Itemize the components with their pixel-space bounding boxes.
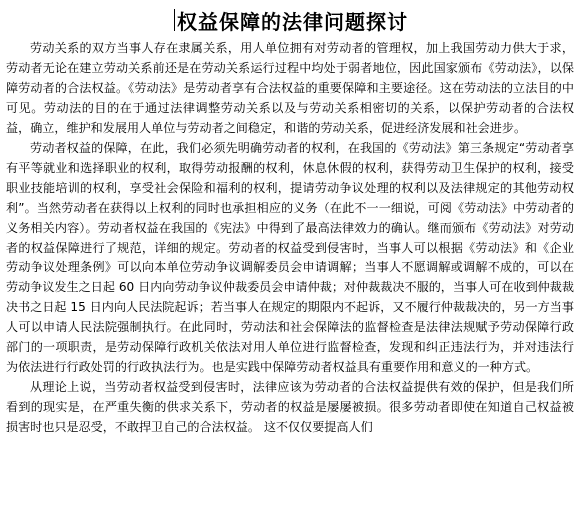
paragraph-rights: 劳动者权益的保障，在此，我们必须先明确劳动者的权利，在我国的《劳动法》第三条规定“劳动者享有平等就业和选择职业的权利，取得劳动报酬的权利，休息休假的权利，获得劳动卫生保护的权利，接受职业技能培训的权利，享受社会保险和福利的权利，提请劳动争议处理的权利以及法律规定的其他劳动权利”。当然劳动者在获得以上权利的同时也承担相应的义务（在此不一一细说，可阅《劳动法》中劳动者的义务相关内容）。劳动者权益在我国的《宪法》中得到了最高法律效力的确认。继而颁布《劳动法》对劳动者的权益保障进行了规范，详细的规定。劳动者的权益受到侵害时，当事人可以根据《劳动法》和《企业劳动争议处理条例》可以向本单位劳动争议调解委员会申请调解；当事人不愿调解或调解不成的，可以在劳动争议发生之日起 60 日内向劳动争议仲裁委员会申请仲裁；对仲裁裁决不服的，当事人可在收到仲裁裁决书之日起 15 日内向人民法院起诉；若当事人在规定的期限内不起诉，又不履行仲裁裁决的，另一方当事人可以申请人民法院强制执行。在此同时，劳动法和社会保障法的监督检查是法律法规赋予劳动保障行政部门的一项职责，是劳动保障行政机关依法对用人单位进行监督检查，发现和纠正违法行为，并对违法行为依法进行行政处罚的行政执法行为。也是实践中保障劳动者权益具有重要作用和意义的一种方式。 [6,140,574,375]
document-body [6,39,574,438]
document-title: 权益保障的法律问题探讨 [177,9,408,34]
paragraph-reality: 从理论上说，当劳动者权益受到侵害时，法律应该为劳动者的合法权益提供有效的保护，但是我们所看到的现实是，在严重失衡的供求关系下，劳动者的权益是屡屡被损。很多劳动者即使在知道自己权益被损害时也只是忍受，不敢捍卫自己的合法权益。 这不仅仅要提高人们 [6,380,574,435]
text-cursor [174,9,175,31]
title-area [174,6,408,34]
paragraph-intro: 劳动关系的双方当事人存在隶属关系，用人单位拥有对劳动者的管理权，加上我国劳动力供大于求，劳动者无论在建立劳动关系前还是在劳动关系运行过程中均处于弱者地位，因此国家颁布《劳动法》，以保障劳动者的合法权益。《劳动法》是劳动者享有合法权益的重要保障和主要途径。这在劳动法的立法目的中可见。劳动法的目的在于通过法律调整劳动关系以及与劳动关系相密切的关系，以保护劳动者的合法权益，确立，维护和发展用人单位与劳动者之间稳定，和谐的劳动关系，促进经济发展和社会进步。 [6,41,574,135]
